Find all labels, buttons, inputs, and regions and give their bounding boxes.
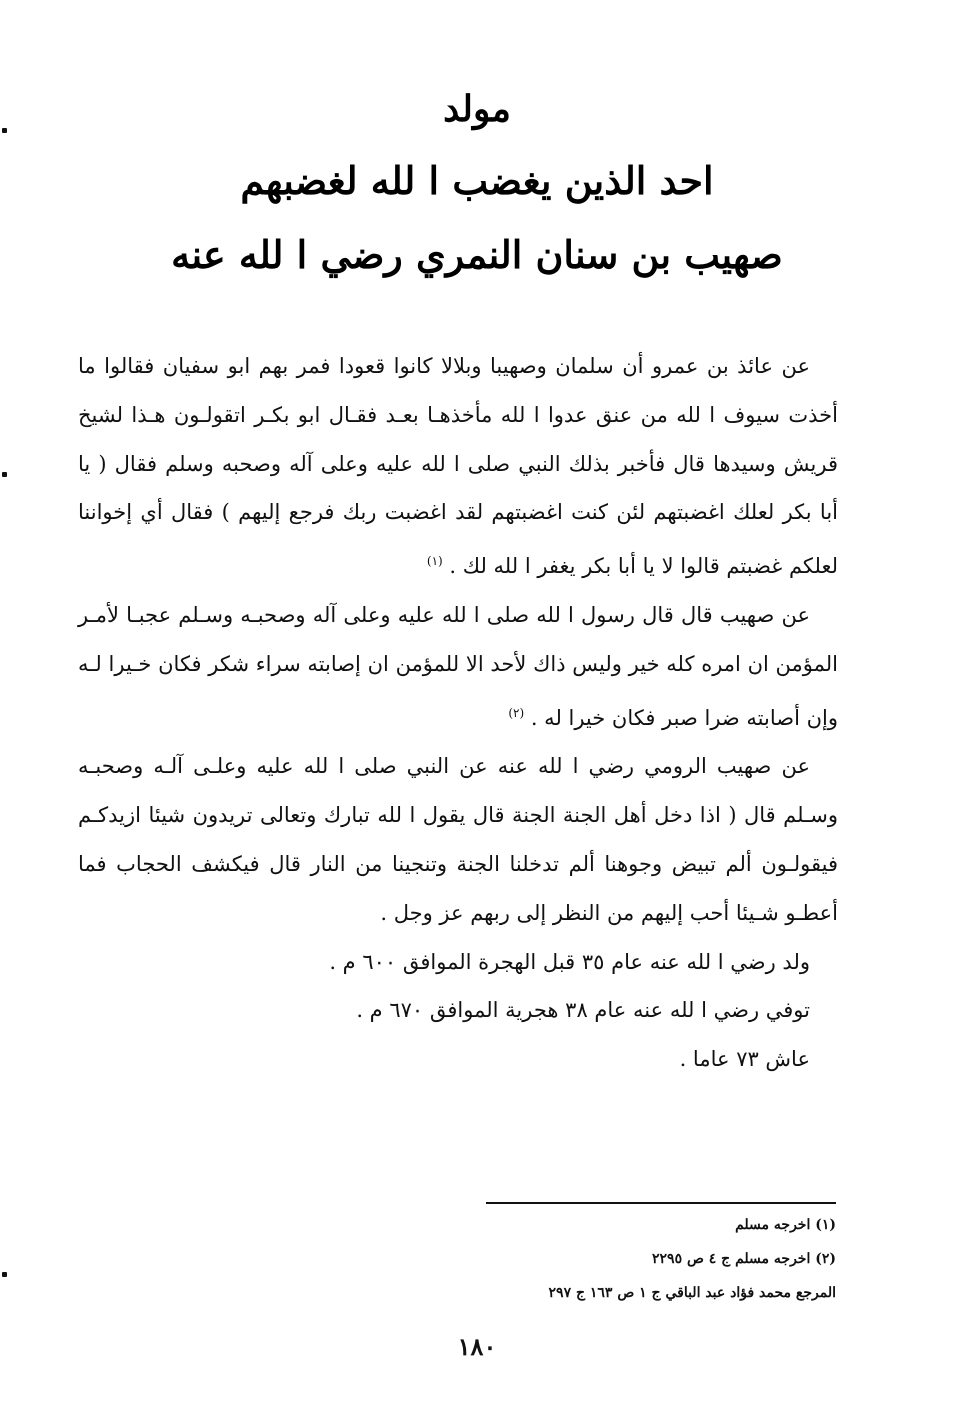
body-text (78, 342, 838, 1084)
footnote: (٢) اخرجه مسلم ج ٤ ص ٢٢٩٥ (652, 1251, 836, 1267)
biography-facts (78, 938, 810, 1084)
scan-speck (2, 128, 7, 133)
death-line: توفي رضي ا لله عنه عام ٣٨ هجرية الموافق ٦٧٠ م . (356, 998, 810, 1023)
birth-line: ولد رضي ا لله عنه عام ٣٥ قبل الهجرة الموافق ٦٠٠ م . (329, 949, 810, 974)
subtitle-line: صهيب بن سنان النمري رضي ا لله عنه (171, 232, 783, 277)
footnote: المرجع محمد فؤاد عبد الباقي ج ١ ص ١٦٣ ج ٢٩٧ (548, 1285, 836, 1301)
paragraph (78, 742, 838, 937)
footnotes (420, 1208, 836, 1310)
page-number: ١٨٠ (457, 1332, 497, 1361)
paragraph (78, 342, 838, 591)
paragraph-text: عن صهيب قال قال رسول ا لله صلى ا لله عليه وعلى آله وصحبـه وسـلم عجبـا لأمـر المؤمن ان امره كله خير وليس ذاك لأحد الا للمؤمن ان إصابته سراء شكر فكان خـيرا لـه وإن أصابته ضرا صبر فكان خيرا له . (78, 602, 838, 730)
paragraph-text: عن عائذ بن عمرو أن سلمان وصهيبا وبلالا كانوا قعودا فمر بهم ابو سفيان فقالوا ما أخذت سيوف ا لله من عنق عدوا ا لله مأخذهـا بعـد فقـال ابو بكـر اتقولـون هـذا لشيخ قريش وسيدها قال فأخبر بذلك النبي صلى ا لله عليه وعلى آله وصحبه وسلم فقال ( يا أبا بكر لعلك اغضبتهم لئن كنت اغضبتهم لقد اغضبت ربك فرجع إليهم ) فقال أي إخواننا لعلكم غضبتم قالوا لا يا أبا بكر يغفر ا لله لك . (78, 354, 838, 579)
paragraph (78, 591, 838, 742)
scan-speck (2, 472, 7, 477)
footnote: (١) اخرجه مسلم (735, 1217, 836, 1233)
footnote-divider (486, 1202, 836, 1204)
scan-speck (2, 1272, 7, 1277)
footnote-ref: (١) (426, 554, 443, 569)
paragraph-text: عن صهيب الرومي رضي ا لله عنه عن النبي صلى ا لله عليه وعلـى آلـه وصحبـه وسـلم قال ( اذا دخل أهل الجنة الجنة قال يقول ا لله تبارك وتعالى تريدون شيئا ازيدكـم فيقولـون ألم تبيض وجوهنا ألم تدخلنا الجنة وتنجينا من النار قال فيكشف الحجاب فما أعطـو شـيئا أحب إليهم من النظر إلى ربهم عز وجل . (78, 754, 838, 925)
title-line: احد الذين يغضب ا لله لغضبهم (240, 158, 714, 203)
footnote-ref: (٢) (508, 705, 525, 720)
age-line: عاش ٧٣ عاما . (679, 1047, 810, 1072)
page-heading: مولد (443, 88, 511, 130)
